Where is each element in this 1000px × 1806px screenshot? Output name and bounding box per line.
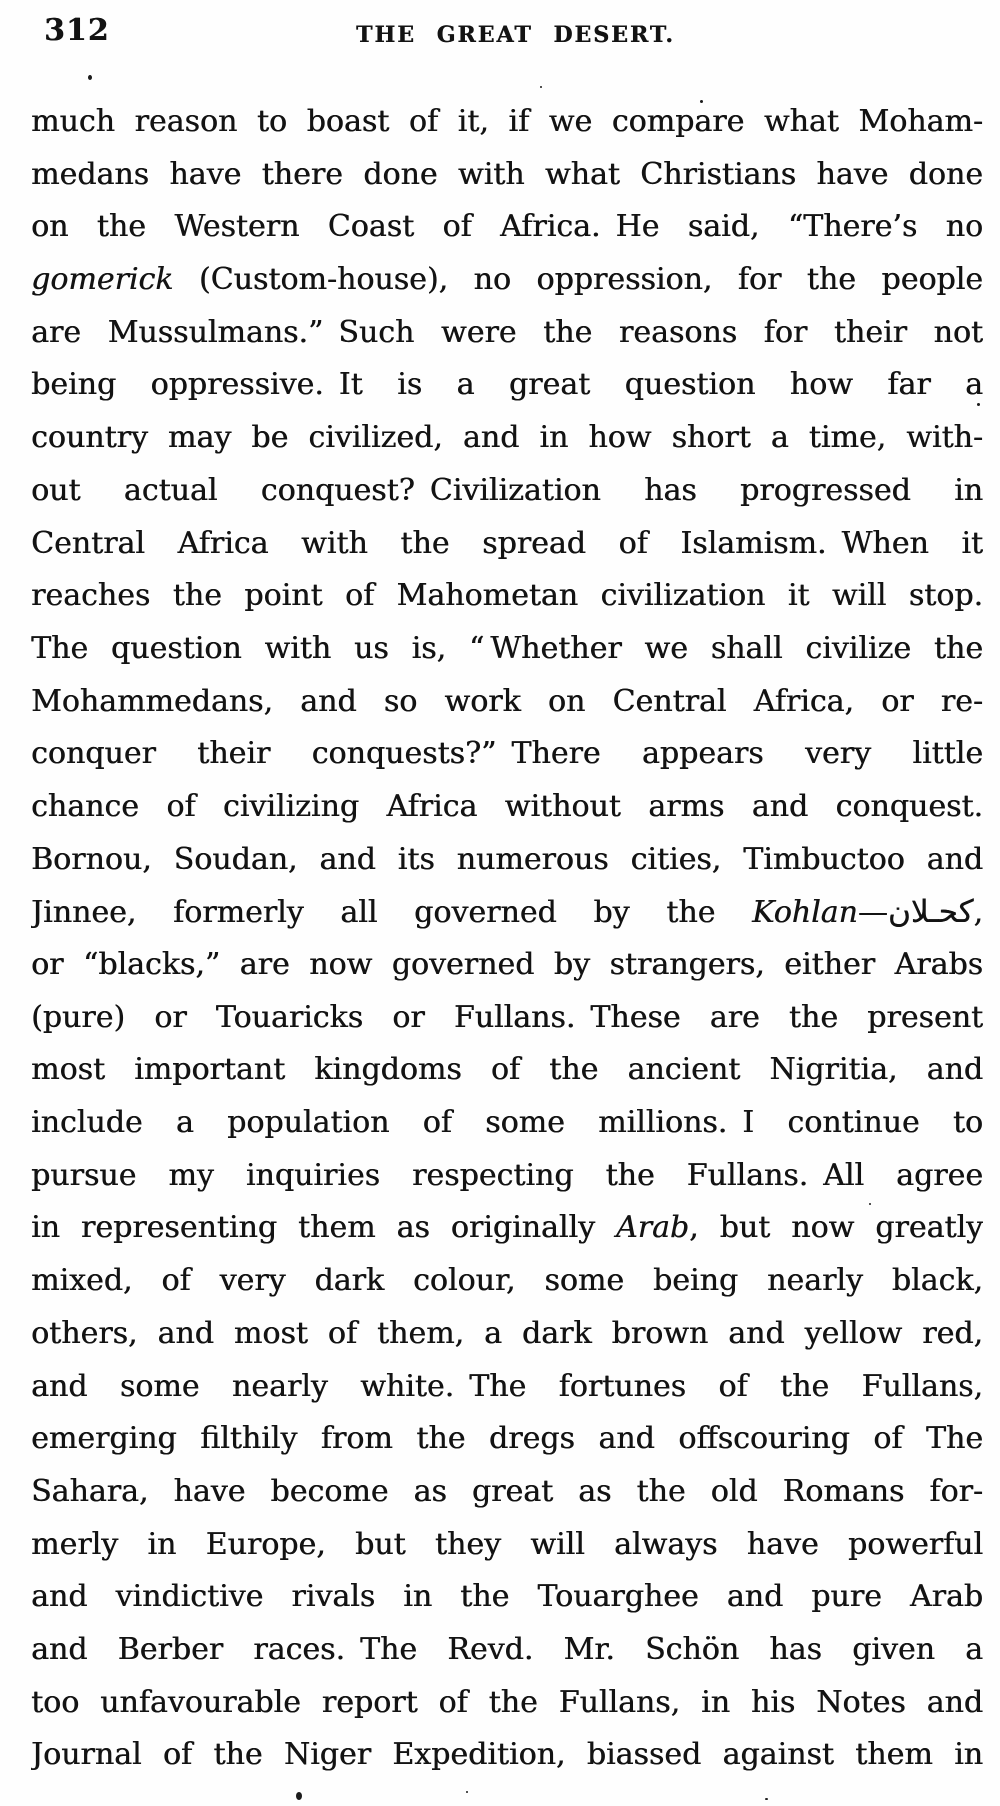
arabic-word: كحـلان (887, 894, 974, 931)
italic-text: Arab (615, 1210, 690, 1246)
text-block (31, 96, 983, 1782)
text-run: on the Western Coast of Africa. He said, “There’s no (31, 209, 983, 245)
text-run: reaches the point of Mahometan civilization it will stop. (31, 578, 983, 614)
text-line (31, 1361, 983, 1414)
text-line (31, 1044, 983, 1097)
text-run: merly in Europe, but they will always have powerful (31, 1526, 983, 1562)
text-line (31, 1571, 983, 1624)
text-line (31, 939, 983, 992)
text-line (31, 623, 983, 676)
scan-speck (296, 1792, 302, 1800)
text-line (31, 781, 983, 834)
text-run: — (857, 895, 888, 931)
text-line (31, 465, 983, 518)
text-run: , but now greatly (689, 1210, 983, 1246)
text-run: and vindictive rivals in the Touarghee and pure Arab (31, 1579, 983, 1615)
running-title: THE GREAT DESERT. (356, 22, 675, 48)
text-line (31, 1729, 983, 1782)
text-run: much reason to boast of it, if we compare what Moham- (31, 104, 983, 139)
text-run: are Mussulmans.” Such were the reasons for their not (31, 314, 983, 350)
text-run: , (973, 895, 983, 931)
text-run: Central Africa with the spread of Islamism. When it (31, 525, 983, 561)
scan-speck (700, 100, 703, 103)
text-line (31, 1519, 983, 1572)
text-run: Journal of the Niger Expedition, biassed against them in (31, 1737, 983, 1773)
text-line (31, 570, 983, 623)
text-line (31, 886, 983, 939)
text-line (31, 1624, 983, 1677)
text-run: Mohammedans, and so work on Central Africa, or re- (31, 683, 983, 719)
text-run: conquer their conquests?” There appears very little (31, 736, 983, 772)
text-line (31, 307, 983, 360)
text-run: mixed, of very dark colour, some being nearly black, (31, 1263, 983, 1299)
text-line (31, 676, 983, 729)
text-line (31, 254, 983, 307)
text-line (31, 201, 983, 254)
text-run: being oppressive. It is a great question how far a (31, 367, 983, 403)
text-line (31, 834, 983, 887)
text-line (31, 149, 983, 202)
scan-speck (977, 403, 980, 406)
scan-speck (540, 86, 542, 88)
italic-text: gomerick (31, 262, 174, 298)
text-run: and Berber races. The Revd. Mr. Schön has given a (31, 1631, 983, 1667)
text-line (31, 728, 983, 781)
text-run: out actual conquest? Civilization has progressed in (31, 472, 983, 508)
page-number: 312 (44, 13, 110, 48)
text-line (31, 1150, 983, 1203)
text-run: and some nearly white. The fortunes of the Fullans, (31, 1368, 983, 1404)
text-line (31, 1202, 983, 1255)
scan-speck (466, 1791, 468, 1793)
text-line (31, 518, 983, 571)
page-header (0, 0, 1000, 72)
text-run: country may be civilized, and in how short a time, with- (31, 420, 983, 456)
text-run: most important kingdoms of the ancient Nigritia, and (31, 1052, 983, 1088)
italic-text: Kohlan (752, 895, 858, 931)
text-run: too unfavourable report of the Fullans, in his Notes and (31, 1684, 983, 1720)
text-run: Sahara, have become as great as the old Romans for- (31, 1473, 983, 1509)
text-run: in representing them as originally (31, 1210, 616, 1246)
text-run: include a population of some millions. I continue to (31, 1105, 983, 1141)
scan-speck (869, 1203, 871, 1205)
text-run: or “blacks,” are now governed by strangers, either Arabs (31, 947, 983, 982)
text-run: chance of civilizing Africa without arms and conquest. (31, 788, 983, 824)
scan-speck (88, 75, 92, 80)
text-run: (pure) or Touaricks or Fullans. These are the present (31, 999, 983, 1035)
text-run: pursue my inquiries respecting the Fullans. All agree (31, 1157, 983, 1193)
text-run: Jinnee, formerly all governed by the (31, 895, 753, 931)
text-run: medans have there done with what Christians have done (31, 156, 983, 192)
text-run: others, and most of them, a dark brown and yellow red, (31, 1315, 983, 1351)
text-line (31, 1677, 983, 1730)
text-line (31, 1255, 983, 1308)
text-line (31, 359, 983, 412)
text-run: The question with us is, “ Whether we shall civilize the (31, 630, 983, 666)
text-line (31, 1466, 983, 1519)
text-run: Bornou, Soudan, and its numerous cities, Timbuctoo and (31, 841, 983, 877)
text-line (31, 1097, 983, 1150)
text-line (31, 96, 983, 149)
scan-speck (765, 1798, 768, 1800)
text-line (31, 1413, 983, 1466)
text-line (31, 1308, 983, 1361)
text-line (31, 412, 983, 465)
text-line (31, 992, 983, 1045)
text-run: emerging filthily from the dregs and offscouring of The (31, 1421, 983, 1457)
text-run: (Custom-house), no oppression, for the people (173, 262, 983, 298)
